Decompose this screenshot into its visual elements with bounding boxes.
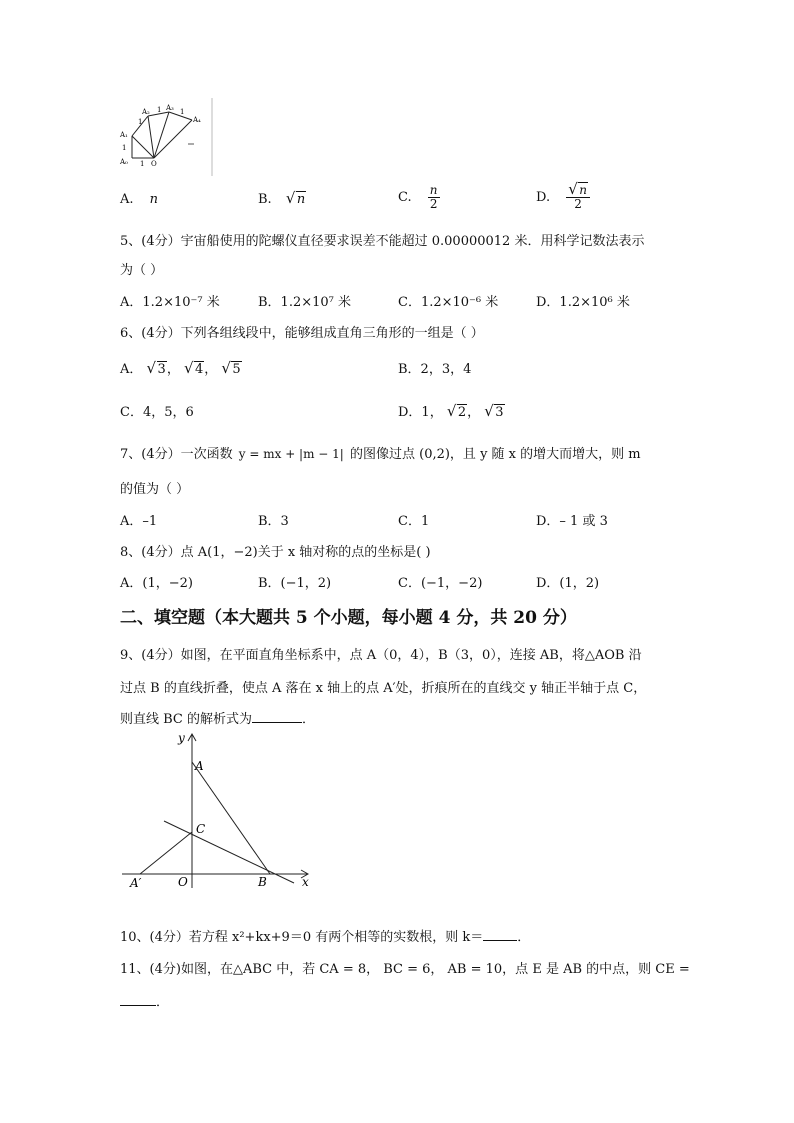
q4-option-a-value: n xyxy=(149,192,159,207)
q4-option-b[interactable] xyxy=(258,189,306,207)
q7-option-d[interactable]: D．– 1 或 3 xyxy=(536,514,608,529)
label-one-top3: 1 xyxy=(180,108,185,116)
q8-option-c[interactable]: C．(−1，−2) xyxy=(398,576,483,591)
q11-stem-line2 xyxy=(120,991,169,1010)
q6-stem: 6、(4分）下列各组线段中，能够组成直角三角形的一组是（ ） xyxy=(120,326,484,341)
q4-option-b-label: B. xyxy=(258,192,272,207)
q5-option-b[interactable]: B．1.2×10⁷ 米 xyxy=(258,295,352,310)
axis-x-label: x xyxy=(302,875,309,889)
label-a3: A₃ xyxy=(166,104,174,112)
q6-option-a-sqrt2: √ 4 xyxy=(183,359,204,377)
q9-stem-line3 xyxy=(120,708,315,727)
q6-option-d[interactable]: D．1， √ 2， √ 3 xyxy=(398,402,504,420)
q6-option-c[interactable]: C．4，5，6 xyxy=(120,405,194,420)
q6-option-a-label: A． xyxy=(120,362,143,377)
label-a2: A₂ xyxy=(142,108,150,116)
label-one-bottom: 1 xyxy=(140,160,145,168)
q10-end: ． xyxy=(517,930,531,945)
q4-option-d[interactable] xyxy=(536,180,590,212)
q5-option-a[interactable]: A．1.2×10⁻⁷ 米 xyxy=(120,295,220,310)
q4-option-a[interactable] xyxy=(120,192,158,207)
q11-end: ． xyxy=(156,995,170,1010)
q7-option-c[interactable]: C．1 xyxy=(398,514,430,529)
label-a4: A₄ xyxy=(193,116,201,124)
q8-option-d[interactable]: D．(1，2) xyxy=(536,576,600,591)
q6-option-d-sqrt1: √ 2 xyxy=(446,402,467,420)
q6-option-d-sqrt2: √ 3 xyxy=(484,402,504,420)
q7-option-b[interactable]: B．3 xyxy=(258,514,289,529)
point-a-prime-label: A′ xyxy=(130,876,142,890)
q4-option-c[interactable] xyxy=(398,184,440,211)
label-o: O xyxy=(151,160,157,168)
q8-stem: 8、(4分）点 A(1，−2)关于 x 轴对称的点的坐标是( ) xyxy=(120,545,431,560)
q8-option-a[interactable]: A．(1，−2) xyxy=(120,576,193,591)
q4-option-c-fraction xyxy=(428,184,440,211)
q7-stem-line1 xyxy=(120,443,641,462)
q11-answer-blank[interactable] xyxy=(120,1005,156,1006)
q9-line3-text: 则直线 BC 的解析式为 xyxy=(120,712,253,727)
q5-stem-line2: 为（ ） xyxy=(120,263,164,278)
q6-option-a[interactable]: A． √ 3， √ 4， √ 5 xyxy=(120,359,241,377)
section-title-fill-in: 二、填空题（本大题共 5 个小题，每小题 4 分，共 20 分） xyxy=(120,608,577,628)
label-a0: A₀ xyxy=(120,158,128,166)
q7-suffix: 的图像过点 (0,2)，且 y 随 x 的增大而增大，则 m xyxy=(349,447,641,462)
q4-option-c-label: C. xyxy=(398,190,412,206)
q10-stem xyxy=(120,926,530,945)
point-b-label: B xyxy=(258,875,267,889)
q6-option-a-sqrt3: √ 5 xyxy=(221,359,241,377)
q4-option-d-num-wrap: √ n xyxy=(566,184,590,198)
q6-option-a-sqrt1: √ 3 xyxy=(146,359,166,377)
label-one-top1: 1 xyxy=(138,118,143,126)
q4-option-d-num: n xyxy=(579,183,587,197)
label-a1: A₁ xyxy=(120,131,128,139)
q9-answer-blank[interactable] xyxy=(252,722,302,723)
q4-option-b-sqrt: √ n xyxy=(285,189,306,207)
q10-text: 10、(4分）若方程 x²+kx+9＝0 有两个相等的实数根，则 k＝ xyxy=(120,930,484,945)
q7-option-a[interactable]: A．–1 xyxy=(120,514,158,529)
q4-option-d-den: 2 xyxy=(574,197,582,212)
q9-stem-line2: 过点 B 的直线折叠，使点 A 落在 x 轴上的点 A′处，折痕所在的直线交 y 轴正半轴于点 C， xyxy=(120,681,647,696)
q4-option-a-label: A. xyxy=(120,192,134,207)
q8-option-b[interactable]: B．(−1，2) xyxy=(258,576,332,591)
q7-prefix: 7、(4分）一次函数 xyxy=(120,447,233,462)
q9-line3-end: ． xyxy=(302,712,316,727)
origin-label: O xyxy=(178,875,188,889)
q6-option-b[interactable]: B．2，3，4 xyxy=(398,362,472,377)
q4-option-d-fraction xyxy=(566,180,590,212)
q11-stem-line1: 11、(4分)如图，在△ABC 中，若 CA = 8， BC = 6， AB = 10，点 E 是 AB 的中点，则 CE = xyxy=(120,962,690,977)
q9-stem-line1: 9、(4分）如图，在平面直角坐标系中，点 A（0，4），B（3，0），连接 AB，将△AOB 沿 xyxy=(120,648,642,663)
label-one-left: 1 xyxy=(122,144,127,152)
coordinate-figure xyxy=(118,728,318,893)
q4-option-c-num: n xyxy=(429,183,438,197)
axis-y-label: y xyxy=(178,731,185,745)
q5-stem-line1: 5、(4分）宇宙船使用的陀螺仪直径要求误差不能超过 0.00000012 米．用科学记数法表示 xyxy=(120,234,645,249)
q5-option-d[interactable]: D．1.2×10⁶ 米 xyxy=(536,295,630,310)
spiral-triangles-figure xyxy=(112,98,218,176)
q4-option-c-den: 2 xyxy=(429,197,438,212)
point-a-label: A xyxy=(195,759,204,773)
q5-option-c[interactable]: C．1.2×10⁻⁶ 米 xyxy=(398,295,499,310)
q7-formula: y = mx + |m − 1| xyxy=(238,447,344,461)
label-one-top2: 1 xyxy=(157,106,162,114)
q10-answer-blank[interactable] xyxy=(483,940,517,941)
q6-option-d-label: D．1， xyxy=(398,405,443,420)
q4-option-d-label: D. xyxy=(536,190,551,206)
q7-stem-line2: 的值为（ ） xyxy=(120,482,190,497)
point-c-label: C xyxy=(196,822,206,836)
q4-option-b-value: n xyxy=(296,192,306,207)
